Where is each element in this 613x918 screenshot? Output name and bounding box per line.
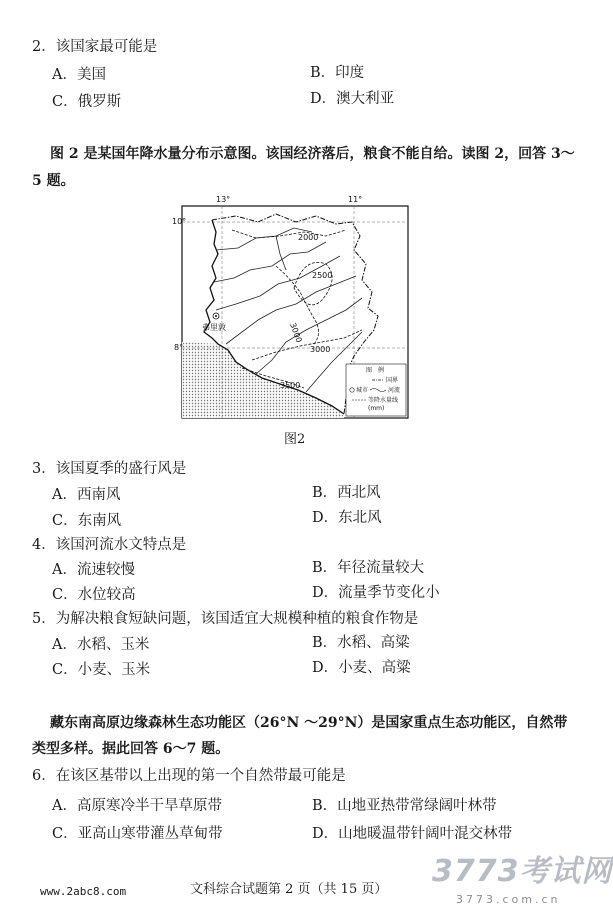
legend-border-label: 国界	[386, 377, 399, 384]
latitude-label-8: 8°	[174, 343, 184, 352]
q3-option-a: A．西南风	[52, 487, 121, 503]
intro-paragraph-2-line-2: 类型多样。据此回答 6～7 题。	[32, 741, 230, 757]
footer-page-number: 文科综合试题第 2 页（共 15 页）	[190, 882, 388, 897]
isohyet-label-3000-inland: 3000	[288, 321, 304, 344]
q4-option-b: B．年径流量较大	[312, 560, 425, 576]
q5-option-c: C．小麦、玉米	[52, 662, 151, 678]
city-marker-dot	[215, 315, 217, 317]
q6-option-b: B．山地亚热带常绿阔叶林带	[312, 798, 497, 814]
q5-stem: 5．为解决粮食短缺问题，该国适宜大规模种植的粮食作物是	[32, 611, 419, 627]
precipitation-map	[172, 192, 412, 424]
latitude-label-10: 10°	[172, 217, 187, 226]
q5-option-a: A．水稻、玉米	[52, 637, 150, 653]
longitude-label-11: 11°	[348, 195, 363, 204]
legend-unit-label: (mm)	[368, 405, 385, 412]
isohyet-label-2500: 2500	[312, 271, 333, 280]
intro-paragraph-1-line-2: 5 题。	[32, 173, 75, 189]
isohyet-label-3500: 3500	[280, 381, 301, 390]
q6-stem: 6．在该区基带以上出现的第一个自然带最可能是	[32, 768, 346, 784]
footer-site: www.2abc8.com	[40, 885, 127, 898]
map-caption: 图2	[284, 432, 306, 447]
q2-option-c: C．俄罗斯	[52, 94, 122, 110]
legend-river-label: 河流	[388, 387, 401, 394]
q5-option-b: B．水稻、高粱	[312, 635, 410, 651]
isohyet-label-2000: 2000	[298, 233, 319, 242]
q6-option-c: C．亚高山寒带灌丛草甸带	[52, 826, 223, 842]
city-label: 弗里敦	[202, 323, 226, 332]
intro-paragraph-1-line-1: 图 2 是某国年降水量分布示意图。该国经济落后，粮食不能自给。读图 2，回答 3～	[50, 146, 575, 162]
watermark-logo: 3773考试网	[432, 854, 613, 889]
q4-option-a: A．流速较慢	[52, 562, 135, 578]
q3-stem: 3．该国夏季的盛行风是	[32, 461, 187, 477]
legend-city-label: 城市	[356, 387, 369, 394]
q3-option-c: C．东南风	[52, 513, 122, 529]
q3-option-d: D．东北风	[312, 510, 382, 526]
legend-isohyet-label: 等降水量线	[368, 397, 399, 404]
watermark-url: 3773.com.cn	[456, 893, 561, 906]
q2-option-b: B．印度	[310, 65, 365, 81]
q4-stem: 4．该国河流水文特点是	[32, 537, 187, 553]
longitude-label-13: 13°	[216, 195, 231, 204]
q5-option-d: D．小麦、高粱	[312, 660, 411, 676]
q2-option-d: D．澳大利亚	[310, 91, 395, 107]
q4-option-c: C．水位较高	[52, 587, 136, 603]
intro-paragraph-2-line-1: 藏东南高原边缘森林生态功能区（26°N ～29°N）是国家重点生态功能区，自然带	[50, 715, 568, 731]
q2-stem: 2．该国家最可能是	[32, 39, 158, 55]
q2-option-a: A．美国	[52, 67, 106, 83]
q4-option-d: D．流量季节变化小	[312, 585, 440, 601]
isohyet-label-3000-coast: 3000	[310, 345, 331, 354]
q6-option-d: D．山地暖温带针阔叶混交林带	[312, 826, 513, 842]
q6-option-a: A．高原寒冷半干旱草原带	[52, 798, 222, 814]
legend-title: 图 例	[366, 367, 385, 374]
q3-option-b: B．西北风	[312, 485, 381, 501]
